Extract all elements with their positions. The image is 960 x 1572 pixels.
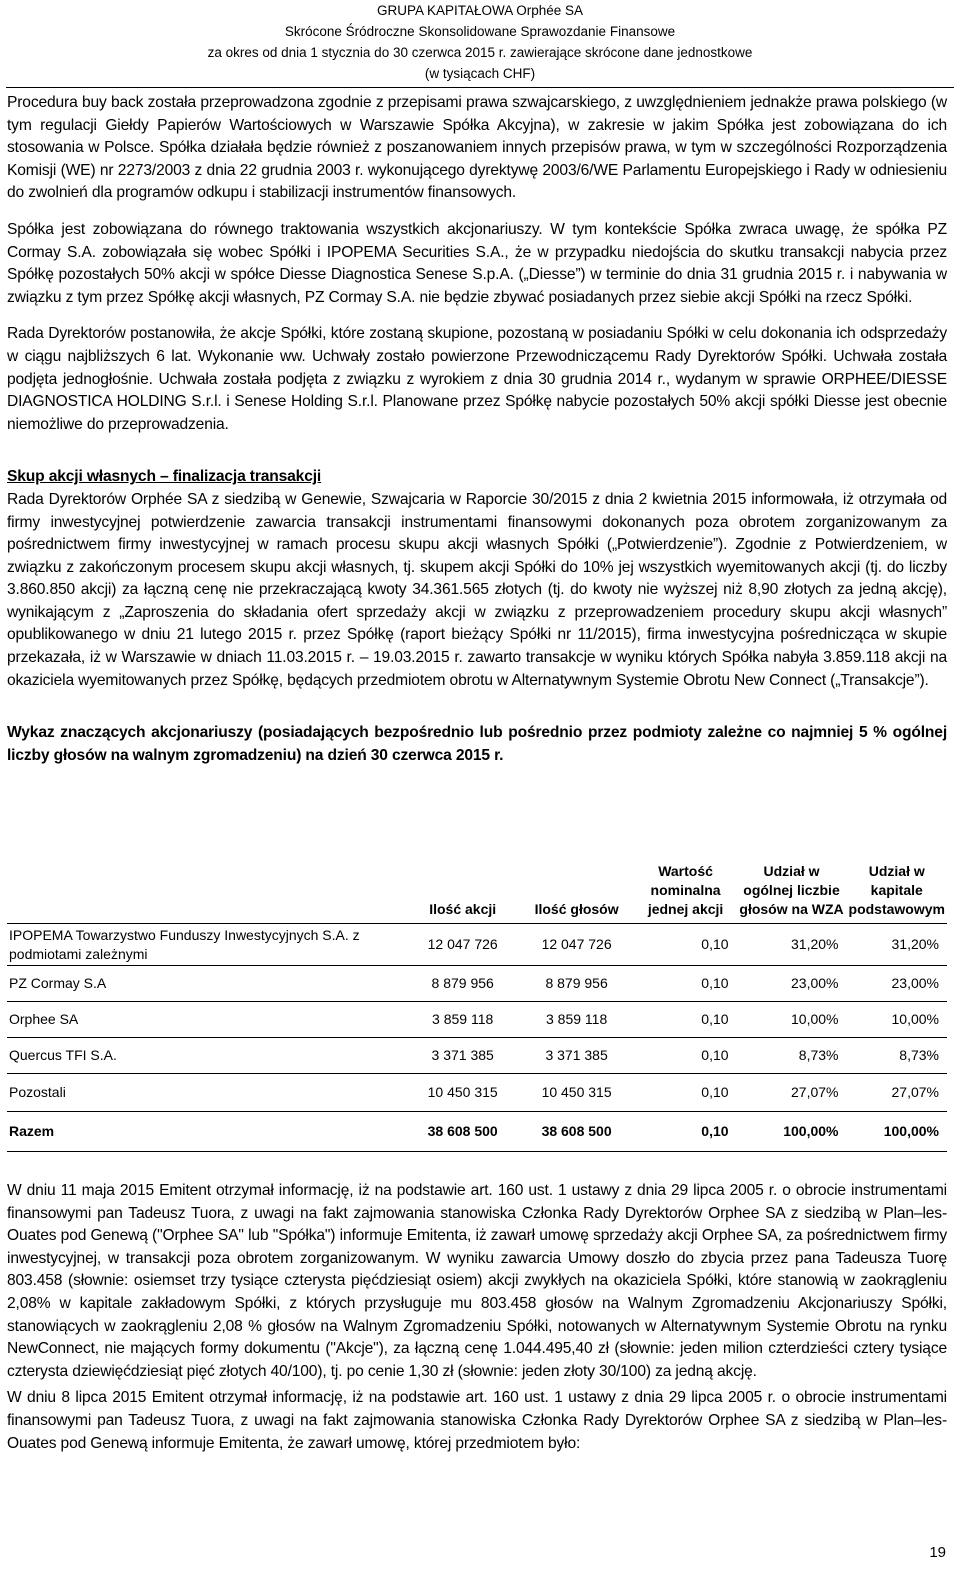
table-row [7,966,947,1002]
header-currency: (w tysiącach CHF) [424,66,536,81]
page-header [0,0,960,84]
shareholder-name: IPOPEMA Towarzystwo Funduszy Inwestycyjnych S.A. z podmiotami zależnymi [7,924,407,966]
header-period: za okres od dnia 1 stycznia do 30 czerwca 2015 r. zawierające skrócone dane jednostkowe [207,45,753,60]
nominal-value: 0,10 [635,924,737,966]
header-capital-share: Udział w kapitale podstawowym [848,863,945,917]
header-vote-share: Udział w ogólnej liczbie głosów na WZA [739,863,844,917]
main-content [7,92,947,767]
table-total-row [7,1112,947,1152]
votes-count: 3 859 118 [519,1002,635,1038]
header-shares: Ilość akcji [429,901,497,917]
votes-count: 10 450 315 [519,1074,635,1112]
vote-share: 8,73% [737,1038,847,1074]
capital-share: 31,20% [847,924,948,966]
vote-share: 23,00% [737,966,847,1002]
shares-count: 3 859 118 [407,1002,519,1038]
header-empty [7,862,407,924]
table-row [7,1002,947,1038]
section-heading-shareholders: Wykaz znaczących akcjonariuszy (posiadających bezpośrednio lub pośrednio przez podmioty zależne co najmniej 5 % ogólnej liczby głosów na walnym zgromadzeniu) na dzień 30 czerwca 2015 r. [7,724,947,764]
capital-share: 27,07% [847,1074,948,1112]
paragraph-july-agreement: W dniu 8 lipca 2015 Emitent otrzymał informację, iż na podstawie art. 160 ust. 1 ustawy z dnia 29 lipca 2005 r. o obrocie instrumentami finansowymi pan Tadeusz Tuora, z uwagi na fakt zajmowania stanowiska Członka Rady Dyrektorów Orphee SA z siedzibą w Plan–les-Ouates pod Genewą informuje Emitenta, że zawarł umowę, której przedmiotem było: [7,1389,947,1452]
total-vote-share: 100,00% [737,1112,847,1152]
vote-share: 27,07% [737,1074,847,1112]
paragraph-equal-treatment: Spółka jest zobowiązana do równego traktowania wszystkich akcjonariuszy. W tym kontekście Spółka zwraca uwagę, że spółka PZ Cormay S.A. zobowiązała się wobec Spółki i IPOPEMA Securities S.A., że w przypadku niedojścia do skutku transakcji nabycia przez Spółkę pozostałych 50% akcji w spółce Diesse Diagnostica Senese S.p.A. („Diesse”) w terminie do dnia 31 grudnia 2015 r. i nabywania w związku z tym przez Spółkę akcji własnych, PZ Cormay S.A. nie będzie zbywać posiadanych przez siebie akcji Spółki na rzecz Spółki. [7,220,947,306]
shares-count: 8 879 956 [407,966,519,1002]
votes-count: 3 371 385 [519,1038,635,1074]
shares-count: 12 047 726 [407,924,519,966]
table-header-row [7,862,947,924]
shareholder-name: Pozostali [7,1074,407,1112]
total-shares: 38 608 500 [407,1112,519,1152]
capital-share: 8,73% [847,1038,948,1074]
shareholder-name: Quercus TFI S.A. [7,1038,407,1074]
nominal-value: 0,10 [635,966,737,1002]
total-capital-share: 100,00% [847,1112,948,1152]
shares-count: 10 450 315 [407,1074,519,1112]
nominal-value: 0,10 [635,1002,737,1038]
vote-share: 10,00% [737,1002,847,1038]
section-heading-buyback: Skup akcji własnych – finalizacja transakcji [7,468,322,486]
total-nominal: 0,10 [635,1112,737,1152]
paragraph-buyback-finalization: Rada Dyrektorów Orphée SA z siedzibą w Genewie, Szwajcaria w Raporcie 30/2015 z dnia 2 kwietnia 2015 informowała, iż otrzymała od firmy inwestycyjnej potwierdzenie zawarcia transakcji instrumentami finansowymi dokonanych poza obrotem zorganizowanym za pośrednictwem firmy inwestycyjnej w ramach procesu skupu akcji własnych Spółki („Potwierdzenie”). Zgodnie z Potwierdzeniem, w związku z zakończonym procesem skupu akcji własnych, tj. skupem akcji Spółki do 10% jej wszystkich wyemitowanych akcji (tj. do liczby 3.860.850 akcji) za łączną cenę nie przekraczającą kwoty 34.361.565 złotych (tj. do kwoty nie wyższej niż 8,90 złotych za jedną akcję), wynikającym z „Zaproszenia do składania ofert sprzedaży akcji w związku z przeprowadzeniem procedury skupu akcji własnych” opublikowanego w dniu 21 lutego 2015 r. przez Spółkę (raport bieżący Spółki nr 11/2015), firma inwestycyjna pośrednicząca w skupie przekazała, iż w Warszawie w dniach 11.03.2015 r. – 19.03.2015 r. zawarto transakcje w wyniku których Spółka nabyła 3.859.118 akcji na okaziciela wyemitowanych przez Spółkę, będących przedmiotem obrotu w Alternatywnym Systemie Obrotu New Connect („Transakcje”). [7,490,947,689]
votes-count: 8 879 956 [519,966,635,1002]
vote-share: 31,20% [737,924,847,966]
capital-share: 23,00% [847,966,948,1002]
header-company: GRUPA KAPITAŁOWA Orphée SA [376,3,584,18]
table-row [7,1038,947,1074]
paragraph-buyback-procedure: Procedura buy back została przeprowadzona zgodnie z przepisami prawa szwajcarskiego, z uwzględnieniem jednakże prawa polskiego (w tym regulacji Giełdy Papierów Wartościowych w Warszawie Spółka Akcyjna), w zakresie w jakim Spółka jest zobowiązana do ich stosowania w Polsce. Spółka działała będzie również z poszanowaniem innych przepisów prawa, w tym w szczególności Rozporządzenia Komisji (WE) nr 2273/2003 z dnia 22 grudnia 2003 r. wykonującego dyrektywę 2003/6/WE Parlamentu Europejskiego i Rady w odniesieniu do zwolnień dla programów odkupu i stabilizacji instrumentów finansowych. [7,94,947,202]
paragraph-may-sale: W dniu 11 maja 2015 Emitent otrzymał informację, iż na podstawie art. 160 ust. 1 ustawy z dnia 29 lipca 2005 r. o obrocie instrumentami finansowymi pan Tadeusz Tuora, z uwagi na fakt zajmowania stanowiska Członka Rady Dyrektorów Orphee SA z siedzibą w Plan–les-Ouates pod Genewą ("Orphee SA" lub "Spółka") informuje Emitenta, iż zawarł umowę sprzedaży akcji Orphee SA, za pośrednictwem firmy inwestycyjnej, w transakcji poza obrotem zorganizowanym. W wyniku zawarcia Umowy doszło do zbycia przez pana Tadeusza Tuorę 803.458 (słownie: osiemset trzy tysiące czterysta pięćdziesiąt osiem) akcji zwykłych na okaziciela Spółki, które stanowią w zaokrągleniu 2,08% w kapitale zakładowym Spółki, z których przysługuje mu 803.458 głosów na Walnym Zgromadzeniu Akcjonariuszy Spółki, stanowiących w zaokrągleniu 2,08 % głosów na Walnym Zgromadzeniu Spółki, notowanych w Alternatywnym Systemie Obrotu na rynku NewConnect, nie mających formy dokumentu ("Akcje"), za łączną cenę 1.044.495,40 zł (słownie: jeden milion czterdzieści cztery tysiące czterysta dziewięćdziesiąt pięć złotych 40/100), tj. po cenie 1,30 zł (słownie: jeden złoty 30/100) za jedną akcję. [7,1182,947,1380]
total-votes: 38 608 500 [519,1112,635,1152]
shareholder-name: PZ Cormay S.A [7,966,407,1002]
shares-count: 3 371 385 [407,1038,519,1074]
capital-share: 10,00% [847,1002,948,1038]
nominal-value: 0,10 [635,1074,737,1112]
header-divider [6,87,954,88]
shareholder-name: Orphee SA [7,1002,407,1038]
lower-content [7,1180,947,1455]
page-number: 19 [929,1544,946,1561]
nominal-value: 0,10 [635,1038,737,1074]
paragraph-board-decision: Rada Dyrektorów postanowiła, że akcje Spółki, które zostaną skupione, pozostaną w posiadaniu Spółki w celu dokonania ich odsprzedaży w ciągu najbliższych 6 lat. Wykonanie ww. Uchwały zostało powierzone Przewodniczącemu Rady Dyrektorów Spółki. Uchwała została podjęta jednogłośnie. Uchwała została podjęta z związku z wyrokiem z dnia 30 grudnia 2014 r., wydanym w sprawie ORPHEE/DIESSE DIAGNOSTICA HOLDING S.r.l. i Senese Holding S.r.l. Planowane przez Spółkę nabycie pozostałych 50% akcji spółki Diesse jest obecnie niemożliwe do przeprowadzenia. [7,325,947,433]
header-votes: Ilość głosów [534,901,619,917]
total-label: Razem [7,1112,407,1152]
votes-count: 12 047 726 [519,924,635,966]
shareholders-table [7,862,947,1152]
header-nominal: Wartość nominalna jednej akcji [647,863,724,917]
table-row [7,924,947,966]
header-report-title: Skrócone Śródroczne Skonsolidowane Sprawozdanie Finansowe [284,24,676,39]
table-row [7,1074,947,1112]
